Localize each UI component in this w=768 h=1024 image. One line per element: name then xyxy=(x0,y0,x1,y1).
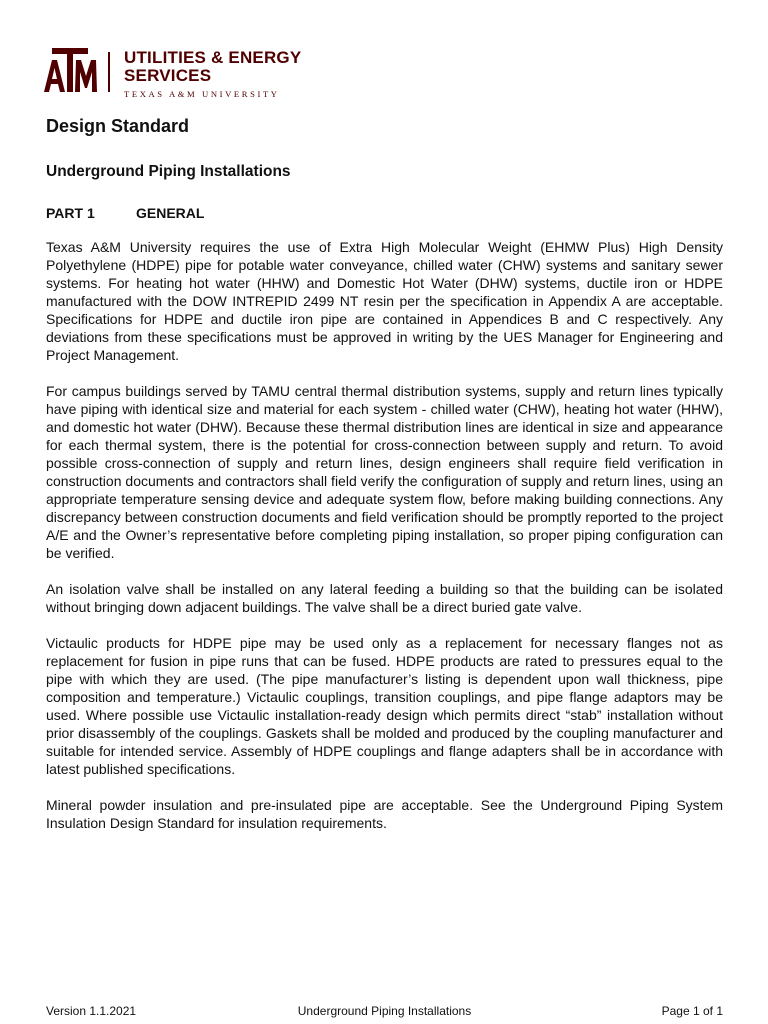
section-number: PART 1 xyxy=(46,205,95,221)
document-subtitle: Underground Piping Installations xyxy=(46,163,291,180)
logo-text xyxy=(124,49,301,99)
paragraph: Texas A&M University requires the use of Extra High Molecular Weight (EHMW Plus) High Density Polyethylene (HDPE) pipe for potable water conveyance, chilled water (CHW) systems and sanitary sewer systems. For heating hot water (HHW) and Domestic Hot Water (DHW) systems, ductile iron or HDPE manufactured with the DOW INTREPID 2499 NT resin per the specification in Appendix A are acceptable. Specifications for HDPE and ductile iron pipe are contained in Appendices B and C respectively. Any deviations from these specifications must be approved in writing by the UES Manager for Engineering and Project Management. xyxy=(46,239,723,363)
footer-title: Underground Piping Installations xyxy=(297,1004,472,1018)
page-header xyxy=(42,46,342,99)
org-name-line1: UTILITIES & ENERGY xyxy=(124,48,302,67)
footer-version: Version 1.1.2021 xyxy=(46,1004,137,1018)
section-heading xyxy=(46,205,204,221)
page-title: Design Standard xyxy=(46,116,190,136)
atm-logo-icon xyxy=(42,46,98,96)
org-university: TEXAS A&M UNIVERSITY xyxy=(124,89,280,99)
org-name-line2: SERVICES xyxy=(124,66,212,85)
paragraph: For campus buildings served by TAMU central thermal distribution systems, supply and return lines typically have piping with identical size and material for each system - chilled water (CHW), heating hot water (HHW), and domestic hot water (DHW). Because these thermal distribution lines are identical in size and appearance for each thermal system, there is the potential for cross-connection between supply and return. To avoid possible cross-connection of supply and return lines, design engineers shall require field verification in construction documents and contractors shall field verify the configuration of supply and return lines, using an appropriate temperature sensing device and adequate system flow, before making building connections. Any discrepancy between construction documents and field verification should be promptly reported to the project A/E and the Owner’s representative before completing piping installation, so proper piping configuration can be verified. xyxy=(46,383,723,561)
logo-divider xyxy=(108,52,110,92)
section-title: GENERAL xyxy=(136,205,205,221)
paragraph: Mineral powder insulation and pre-insulated pipe are acceptable. See the Underground Piping System Insulation Design Standard for insulation requirements. xyxy=(46,797,723,831)
footer-page-number: Page 1 of 1 xyxy=(661,1004,723,1018)
paragraph: Victaulic products for HDPE pipe may be used only as a replacement for necessary flanges not as replacement for fusion in pipe runs that can be fused. HDPE products are rated to pressures equal to the pipe with which they are used. (The pipe manufacturer’s listing is dependent upon wall thickness, pipe composition and temperature.) Victaulic couplings, transition couplings, and pipe flange adaptors may be used. Where possible use Victaulic installation-ready design which permits direct “stab” installation without prior disassembly of the couplings. Gaskets shall be molded and produced by the coupling manufacturer and suitable for intended service. Assembly of HDPE couplings and flange adapters shall be in accordance with latest published specifications. xyxy=(46,635,723,777)
body-text xyxy=(46,238,723,850)
paragraph: An isolation valve shall be installed on any lateral feeding a building so that the building can be isolated without bringing down adjacent buildings. The valve shall be a direct buried gate valve. xyxy=(46,581,723,615)
